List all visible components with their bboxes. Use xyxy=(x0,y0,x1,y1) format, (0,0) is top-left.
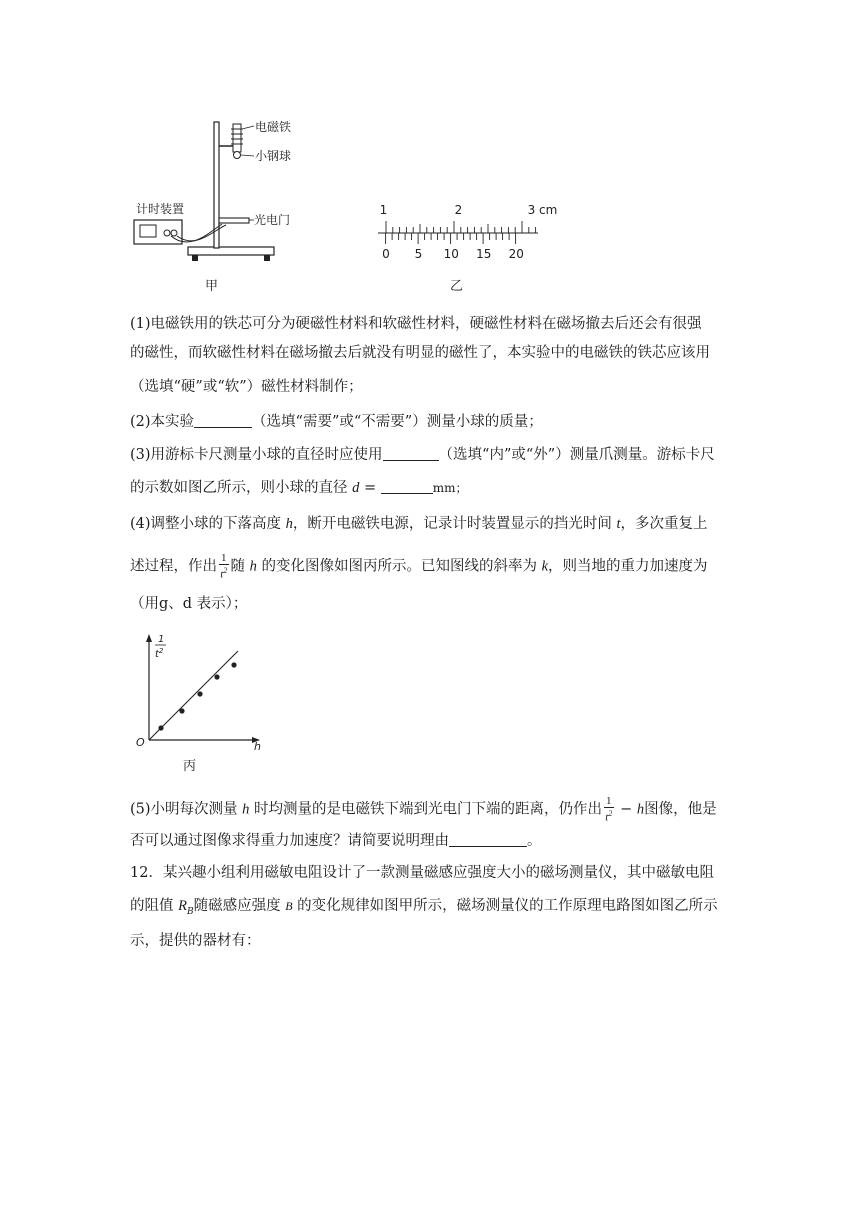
q4-line1: (4)调整小球的下落高度 h，断开电磁铁电源，记录计时装置显示的挡光时间 t，多次重复上 xyxy=(130,516,708,532)
vernier-scale-label: 5 xyxy=(414,247,423,261)
q3-jaw-blank[interactable] xyxy=(383,445,439,461)
q2-answer-blank[interactable] xyxy=(194,412,252,428)
graph-figure xyxy=(130,630,280,780)
caption-bing: 丙 xyxy=(183,759,197,774)
main-scale-label: 2 xyxy=(454,203,463,217)
q3-diameter-blank[interactable] xyxy=(381,478,433,494)
graph-origin: O xyxy=(136,736,145,749)
caption-yi: 乙 xyxy=(450,279,464,294)
main-scale xyxy=(386,221,536,233)
timer-device-icon xyxy=(134,220,182,244)
q12-line1: 12．某兴趣小组利用磁敏电阻设计了一款测量磁感应强度大小的磁场测量仪，其中磁敏电阻 xyxy=(130,865,714,881)
q4-line2: 述过程，作出 $\frac{1}{t^2}$ 随 h 的变化图像如图丙所示。已知图线的斜率为 k，则当地的重力加速度为 xyxy=(130,552,708,581)
main-scale-label: 1 xyxy=(379,203,388,217)
label-electromagnet: 电磁铁 xyxy=(255,120,292,134)
graph-y-num: 1 xyxy=(158,634,165,645)
vernier-scale-label: 0 xyxy=(382,247,390,261)
q4-line3: （用g、d 表示）； xyxy=(130,596,248,612)
q5-line1: (5)小明每次测量 h 时均测量的是电磁铁下端到光电门下端的距离，仍作出 $\frac{1}{t^2}$ − h图像，他是 xyxy=(130,795,717,824)
label-photogate: 光电门 xyxy=(254,213,291,227)
caption-jia: 甲 xyxy=(205,279,219,294)
q3-line1: (3)用游标卡尺测量小球的直径时应使用 （选填“内”或“外”）测量爪测量。游标卡尺 xyxy=(130,447,715,463)
graph-x-label: h xyxy=(254,740,261,753)
q12-line3: 示，提供的器材有： xyxy=(130,933,261,949)
q1-line3: （选填“硬”或“软”）磁性材料制作； xyxy=(130,379,363,395)
vernier-scale xyxy=(386,233,516,244)
q12-line2: 的阻值 $R_B$随磁感应强度 B 的变化规律如图甲所示，磁场测量仪的工作原理电路图如图乙所示 xyxy=(130,898,718,917)
q1-line2: 的磁性，而软磁性材料在磁场撤去后就没有明显的磁性了，本实验中的电磁铁的铁芯应该用 xyxy=(130,345,710,361)
q5-line2: 否可以通过图像求得重力加速度？请简要说明理由 。 xyxy=(130,833,542,849)
q3-line2: 的示数如图乙所示，则小球的直径 d = mm； xyxy=(130,480,468,496)
graph-data-point xyxy=(197,691,202,696)
q1-line1: (1)电磁铁用的铁芯可分为硬磁性材料和软磁性材料，硬磁性材料在磁场撤去后还会有很强 xyxy=(130,316,702,332)
graph-data-point xyxy=(179,708,184,713)
fraction-1-over-t2-q5: $\frac{1}{t^2}$ xyxy=(605,795,613,824)
graph-data-point xyxy=(158,725,163,730)
q2-line: (2)本实验 （选填“需要”或“不需要”）测量小球的质量； xyxy=(130,414,543,430)
caliper-figure xyxy=(378,198,558,298)
vernier-scale-label: 10 xyxy=(443,247,459,261)
graph-y-den: $t^2$ xyxy=(155,647,164,660)
graph-data-point xyxy=(231,662,236,667)
label-steel-ball: 小钢球 xyxy=(255,149,292,163)
vernier-scale-label: 20 xyxy=(508,247,524,261)
steel-ball-icon xyxy=(234,152,241,159)
label-timer: 计时装置 xyxy=(136,202,185,216)
graph-data-point xyxy=(214,674,219,679)
apparatus-figure xyxy=(130,112,310,297)
fraction-1-over-t2: $\frac{1}{t^2}$ xyxy=(220,552,228,581)
main-scale-label: 3 cm xyxy=(527,203,558,217)
q5-reason-blank[interactable] xyxy=(449,831,527,847)
vernier-scale-label: 15 xyxy=(476,247,492,261)
electromagnet-icon xyxy=(231,124,243,152)
